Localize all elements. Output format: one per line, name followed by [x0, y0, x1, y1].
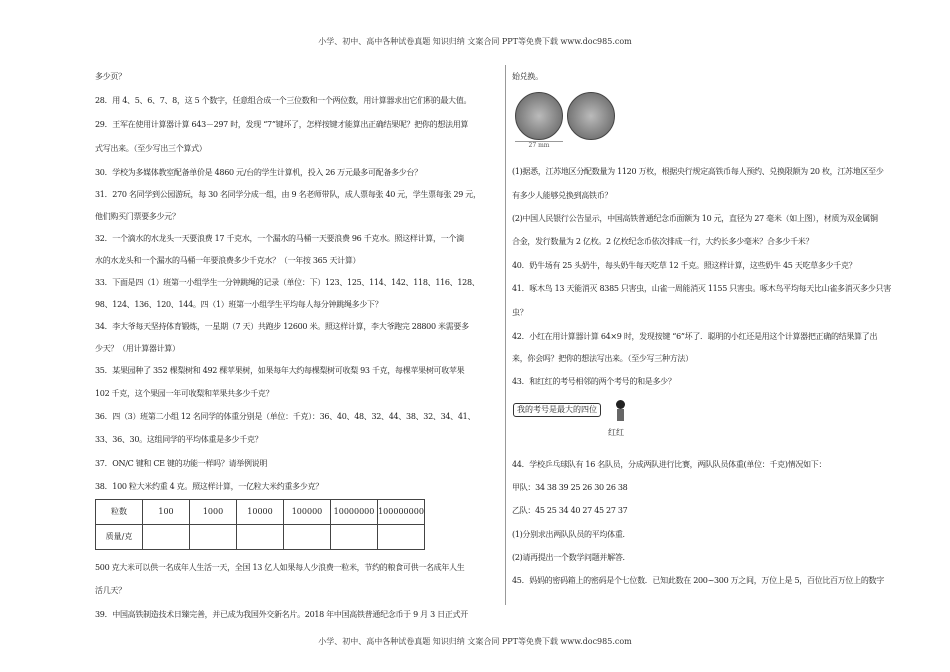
girl-name: 红红: [608, 428, 624, 437]
girl-figure: [613, 400, 627, 424]
text-line: 少天？（用计算器计算）: [95, 344, 180, 353]
text-line: 29．王军在使用计算器计算 643－297 时，发现 “7”键坏了，怎样按键才能算出正确结果呢？把你的想法用算: [95, 120, 469, 129]
text-line: 来，你会吗？把你的想法写出来。（至少写三种方法）: [512, 354, 693, 363]
text-line: 32．一个滴水的水龙头一天要浪费 17 千克水，一个漏水的马桶一天要浪费 96 千克水。照这样计算，一个滴: [95, 234, 464, 243]
text-line: 500 克大米可以供一名成年人生活一天，全国 13 亿人如果每人少浪费一粒米，节约的粮食可供一名成年人生: [95, 563, 465, 572]
text-line: 44．学校乒乓球队有 16 名队员，分成两队进行比赛，两队队员体重(单位：千克)情况如下：: [512, 460, 827, 469]
text-line: (1)据悉，江苏地区分配数量为 1120 万枚，根据央行规定高铁币每人预约、兑换限额为 20 枚，江苏地区至少: [512, 167, 884, 176]
table-cell: 1000: [190, 500, 237, 525]
text-line: 33．下面是四（1）班第一小组学生一分钟跳绳的记录（单位：下）123、125、114、142、118、116、128、: [95, 278, 480, 287]
text-line: 35．某果园种了 352 棵梨树和 492 棵苹果树，如果每年大约每棵梨树可收梨 93 千克，每棵苹果树可收苹果: [95, 366, 465, 375]
text-line: 式写出来。（至少写出三个算式）: [95, 144, 207, 153]
text-line: 45．妈妈的密码箱上的密码是个七位数．已知此数在 200~300 万之间，万位上是 5，百位比百万位上的数字: [512, 576, 884, 585]
table-cell: 10000: [237, 500, 284, 525]
text-line: (1)分别求出两队队员的平均体重．: [512, 530, 631, 539]
text-line: 98、124、136、120、144。四（1）班第一小组学生平均每人每分钟跳绳多少下？: [95, 300, 383, 309]
text-line: 34．李大爷每天坚持体育锻炼，一星期（7 天）共跑步 12600 米。照这样计算，李大爷跑完 28800 米需要多: [95, 322, 469, 331]
table-row: [96, 525, 425, 550]
text-line: 33、36、30。这组同学的平均体重是多少千克？: [95, 435, 263, 444]
text-line: 他们购买门票要多少元？: [95, 212, 180, 221]
table-cell: [190, 525, 237, 550]
page-footer: 小学、初中、高中各种试卷真题 知识归纳 文案合同 PPT等免费下载 www.doc985.com: [318, 637, 632, 646]
text-line: 虫？: [512, 308, 528, 317]
table-cell: 质量/克: [96, 525, 143, 550]
table-cell: [331, 525, 378, 550]
table-cell: 粒数: [96, 500, 143, 525]
table-cell: 100: [143, 500, 190, 525]
text-line: 36．四（3）班第二小组 12 名同学的体重分别是（单位：千克）：36、40、48、32、44、38、32、34、41、: [95, 412, 476, 421]
rice-weight-table: [95, 499, 425, 550]
text-line: 28．用 4、5、6、7、8，这 5 个数字，任意组合成一个三位数和一个两位数，用计算器求出它们积的最大值。: [95, 96, 472, 105]
text-line: 102 千克，这个果园一年可收梨和苹果共多少千克？: [95, 389, 274, 398]
text-line: 37．ON/C 键和 CE 键的功能一样吗？请举例说明: [95, 459, 268, 468]
text-line: 30．学校为多媒体教室配备单价是 4860 元/台的学生计算机，投入 26 万元最多可配备多少台？: [95, 168, 422, 177]
table-row: [96, 500, 425, 525]
text-line: 43．和红红的考号相邻的两个考号的和是多少？: [512, 377, 676, 386]
text-line: 41．啄木鸟 13 天能消灭 8385 只害虫，山雀一周能消灭 1155 只害虫。啄木鸟平均每天比山雀多消灭多少只害: [512, 284, 891, 293]
table-cell: [284, 525, 331, 550]
coin-back: [567, 92, 615, 140]
text-line: 有多少人能够兑换到高铁币？: [512, 191, 613, 200]
text-line: 多少页？: [95, 72, 126, 81]
coin-front: [515, 92, 563, 140]
table-cell: [378, 525, 425, 550]
coin-image: [515, 92, 635, 152]
text-line: 甲队：34 38 39 25 26 30 26 38: [512, 483, 628, 492]
text-line: 始兑换。: [512, 72, 543, 81]
text-line: 活几天？: [95, 586, 126, 595]
text-line: (2)中国人民银行公告显示，中国高铁普通纪念币面额为 10 元，直径为 27 毫米（如上图），材质为双金属铜: [512, 214, 878, 223]
table-cell: [237, 525, 284, 550]
text-line: (2)请再提出一个数学问题并解答．: [512, 553, 631, 562]
text-line: 38．100 粒大米约重 4 克。照这样计算，一亿粒大米约重多少克？: [95, 482, 323, 491]
coin-diameter-label: 27 mm: [515, 141, 563, 150]
page-header: 小学、初中、高中各种试卷真题 知识归纳 文案合同 PPT等免费下载 www.doc985.com: [318, 37, 632, 46]
text-line: 40．奶牛场有 25 头奶牛，每头奶牛每天吃草 12 千克。照这样计算，这些奶牛 45 天吃草多少千克？: [512, 261, 857, 270]
table-cell: [143, 525, 190, 550]
table-cell: 10000000: [331, 500, 378, 525]
speech-bubble: 我的考号是最大的四位: [513, 403, 601, 417]
table-cell: 100000000: [378, 500, 425, 525]
text-line: 水的水龙头和一个漏水的马桶一年要浪费多少千克水？（一年按 365 天计算）: [95, 256, 361, 265]
text-line: 31．270 名同学到公园游玩，每 30 名同学分成一组，由 9 名老师带队，成人票每张 40 元，学生票每张 29 元，: [95, 190, 481, 199]
column-divider: [505, 65, 506, 605]
table-cell: 100000: [284, 500, 331, 525]
text-line: 42．小红在用计算器计算 64×9 时，发现按键 “6”坏了．聪明的小红还是用这个计算器把正确的结果算了出: [512, 332, 878, 341]
text-line: 乙队：45 25 34 40 27 45 27 37: [512, 506, 628, 515]
text-line: 合金，发行数量为 2 亿枚。2 亿枚纪念币依次排成一行，大约长多少毫米？合多少千米？: [512, 237, 814, 246]
text-line: 39．中国高铁制造技术日臻完善，并已成为我国外交新名片。2018 年中国高铁普通纪念币于 9 月 3 日正式开: [95, 610, 468, 619]
